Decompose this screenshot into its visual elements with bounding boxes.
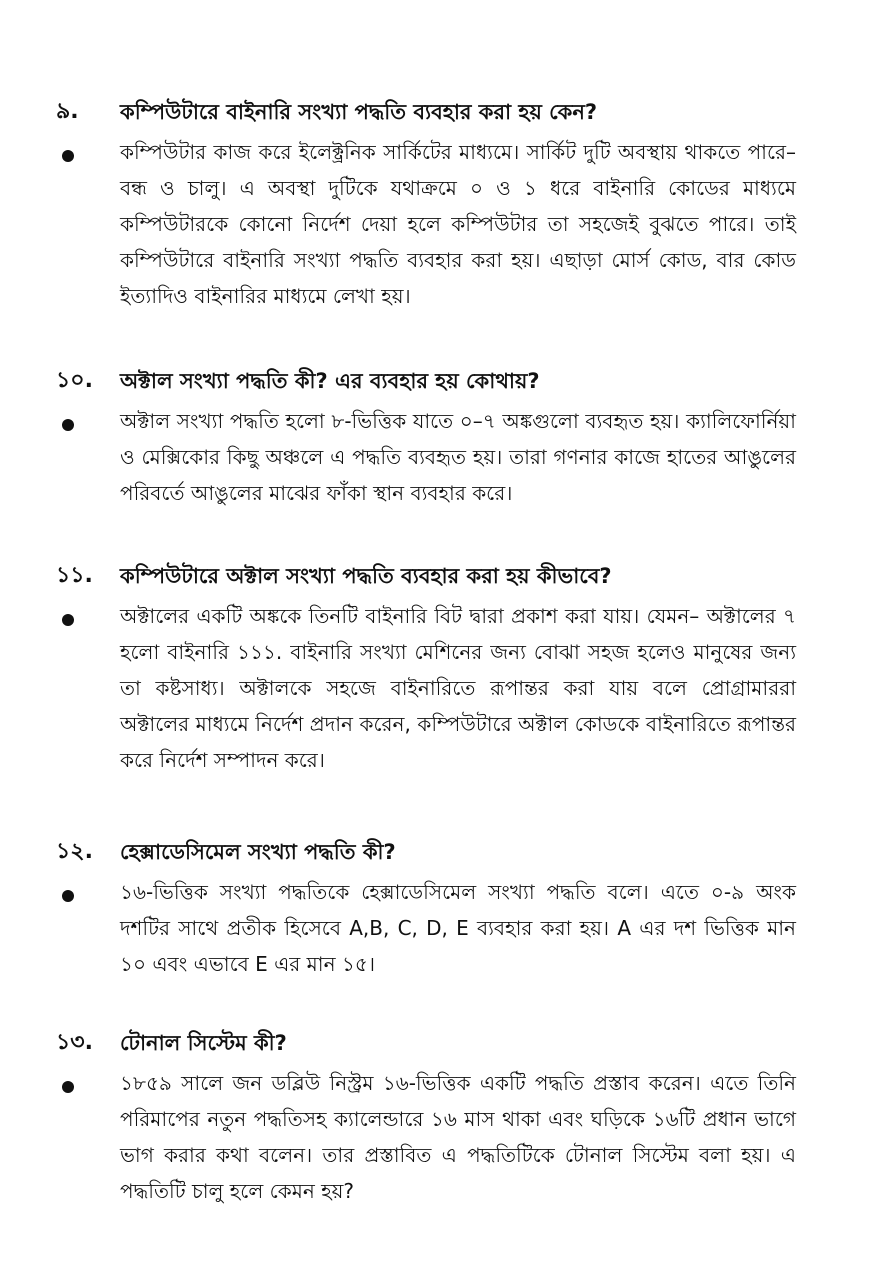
bullet-icon xyxy=(62,614,74,626)
answer-text: ১৮৫৯ সালে জন ডব্লিউ নিস্ট্রম ১৬-ভিত্তিক একটি পদ্ধতি প্রস্তাব করেন। এতে তিনি পরিমাপের নতুন পদ্ধতিসহ ক্যালেন্ডারে ১৬ মাস থাকা এবং ঘড়িকে ১৬টি প্রধান ভাগে ভাগ করার কথা বলেন। তার প্রস্তাবিত এ পদ্ধতিটিকে টোনাল সিস্টেম বলা হয়। এ পদ্ধতিটি চালু হলে কেমন হয়? xyxy=(120,1071,796,1203)
question-text: অক্টাল সংখ্যা পদ্ধতি কী? এর ব্যবহার হয় কোথায়? xyxy=(120,369,540,393)
bullet-icon xyxy=(62,1081,74,1093)
question-number: ১০. xyxy=(56,368,93,393)
answer-text: অক্টালের একটি অঙ্ককে তিনটি বাইনারি বিট দ্বারা প্রকাশ করা যায়। যেমন– অক্টালের ৭ হলো বাইনারি ১১১. বাইনারি সংখ্যা মেশিনের জন্য বোঝা সহজ হলেও মানুষের জন্য তা কষ্টসাধ্য। অক্টালকে সহজে বাইনারিতে রূপান্তর করা যায় বলে প্রোগ্রামাররা অক্টালের মাধ্যমে নির্দেশ প্রদান করেন, কম্পিউটারে অক্টাল কোডকে বাইনারিতে রূপান্তর করে নির্দেশ সম্পাদন করে। xyxy=(120,604,796,772)
answer-text: অক্টাল সংখ্যা পদ্ধতি হলো ৮-ভিত্তিক যাতে ০–৭ অঙ্কগুলো ব্যবহৃত হয়। ক্যালিফোর্নিয়া ও মেক্সিকোর কিছু অঞ্চলে এ পদ্ধতি ব্যবহৃত হয়। তারা গণনার কাজে হাতের আঙুলের পরিবর্তে আঙুলের মাঝের ফাঁকা স্থান ব্যবহার করে। xyxy=(120,409,796,505)
question-number: ১১. xyxy=(56,563,93,588)
question-number: ৯. xyxy=(56,99,79,124)
question-text: কম্পিউটারে বাইনারি সংখ্যা পদ্ধতি ব্যবহার করা হয় কেন? xyxy=(120,100,598,124)
bullet-icon xyxy=(62,890,74,902)
question-text: টোনাল সিস্টেম কী? xyxy=(120,1031,287,1055)
question-text: কম্পিউটারে অক্টাল সংখ্যা পদ্ধতি ব্যবহার করা হয় কীভাবে? xyxy=(120,564,612,588)
answer-text: কম্পিউটার কাজ করে ইলেক্ট্রনিক সার্কিটের মাধ্যমে। সার্কিট দুটি অবস্থায় থাকতে পারে– বন্ধ ও চালু। এ অবস্থা দুটিকে যথাক্রমে ০ ও ১ ধরে বাইনারি কোডের মাধ্যমে কম্পিউটারকে কোনো নির্দেশ দেয়া হলে কম্পিউটার তা সহজেই বুঝতে পারে। তাই কম্পিউটারে বাইনারি সংখ্যা পদ্ধতি ব্যবহার করা হয়। এছাড়া মোর্স কোড, বার কোড ইত্যাদিও বাইনারির মাধ্যমে লেখা হয়। xyxy=(120,140,796,308)
question-number: ১৩. xyxy=(56,1030,93,1055)
bullet-icon xyxy=(62,150,74,162)
question-number: ১২. xyxy=(56,839,93,864)
question-text: হেক্সাডেসিমেল সংখ্যা পদ্ধতি কী? xyxy=(120,840,396,864)
bullet-icon xyxy=(62,419,74,431)
answer-text: ১৬-ভিত্তিক সংখ্যা পদ্ধতিকে হেক্সাডেসিমেল সংখ্যা পদ্ধতি বলে। এতে ০-৯ অংক দশটির সাথে প্রতীক হিসেবে A,B, C, D, E ব্যবহার করা হয়। A এর দশ ভিত্তিক মান ১০ এবং এভাবে E এর মান ১৫। xyxy=(120,880,796,976)
